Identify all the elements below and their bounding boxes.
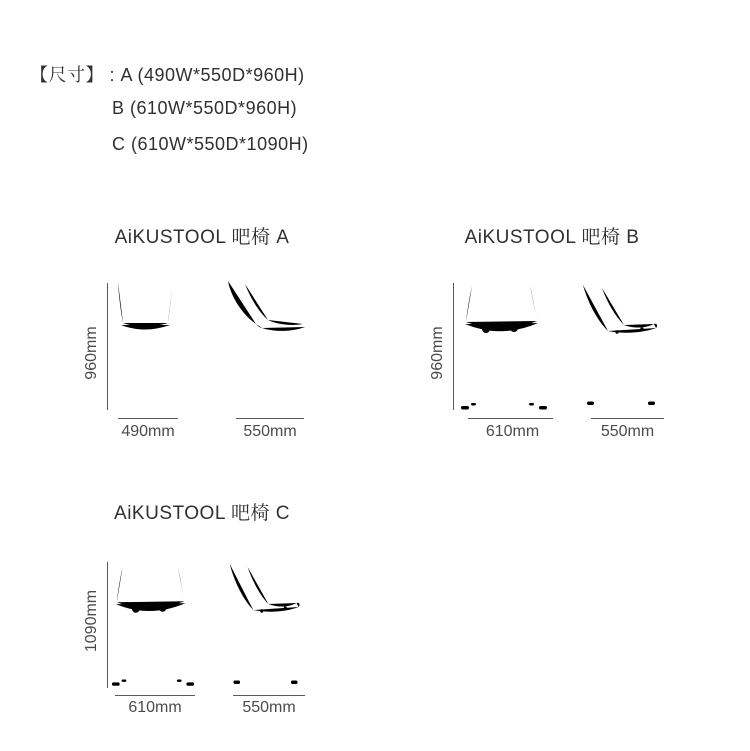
variant-c-width-label: 610mm xyxy=(128,699,182,716)
variant-a-width-label: 490mm xyxy=(121,423,175,440)
variant-b-section xyxy=(406,218,706,450)
variant-b-depth-label: 550mm xyxy=(600,423,655,440)
size-spec-line-b: B (610W*550D*960H) xyxy=(112,98,298,118)
variant-c-front-view-drawing xyxy=(112,565,195,690)
variant-a-title: AiKUSTOOL 吧椅 A xyxy=(114,227,290,248)
variant-b-depth-dimension-line xyxy=(591,418,664,419)
variant-b-height-label: 960mm xyxy=(429,326,446,380)
variant-b-width-label: 610mm xyxy=(485,423,540,440)
variant-a-front-view-drawing xyxy=(113,280,175,416)
variant-a-depth-dimension-line xyxy=(236,418,304,419)
variant-b-front-view-drawing xyxy=(461,283,548,414)
variant-c-side-view-drawing xyxy=(225,562,307,690)
variant-a-depth-label: 550mm xyxy=(243,423,297,440)
variant-c-height-label: 1090mm xyxy=(83,589,100,653)
variant-b-height-dimension-line xyxy=(453,283,454,410)
variant-a-section xyxy=(60,218,360,450)
variant-c-width-dimension-line xyxy=(115,695,195,696)
variant-b-title: AiKUSTOOL 吧椅 B xyxy=(464,227,640,248)
variant-a-height-dimension-line xyxy=(107,283,108,410)
size-spec-line-a: 【尺寸】 : A (490W*550D*960H) xyxy=(30,65,305,85)
variant-b-width-dimension-line xyxy=(468,418,553,419)
variant-c-depth-dimension-line xyxy=(233,695,305,696)
variant-a-side-view-drawing xyxy=(222,280,306,414)
variant-c-section xyxy=(60,490,360,746)
variant-a-width-dimension-line xyxy=(118,418,178,419)
size-spec-line-c: C (610W*550D*1090H) xyxy=(112,134,309,154)
variant-a-height-label: 960mm xyxy=(83,326,100,380)
variant-c-title: AiKUSTOOL 吧椅 C xyxy=(114,503,290,524)
variant-c-depth-label: 550mm xyxy=(242,699,296,716)
variant-b-side-view-drawing xyxy=(578,283,665,411)
variant-c-height-dimension-line xyxy=(107,562,108,688)
